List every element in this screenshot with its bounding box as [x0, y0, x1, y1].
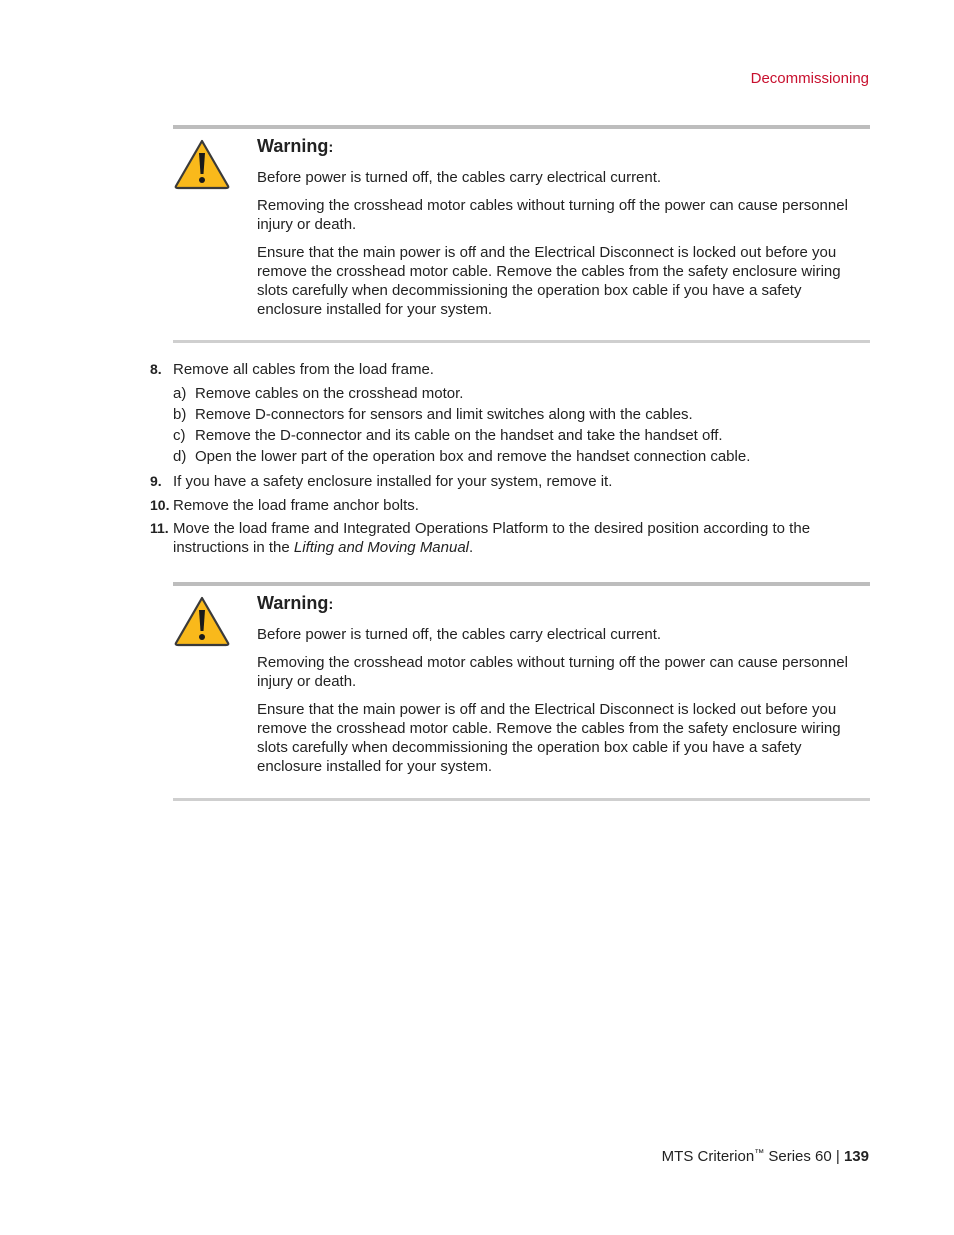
step-number: 11.	[150, 520, 169, 536]
warning-paragraph: Removing the crosshead motor cables without turning off the power can cause personnel injury or death.	[257, 654, 848, 690]
warning-paragraph: Before power is turned off, the cables carry electrical current.	[257, 626, 662, 643]
step-number: 8.	[150, 361, 162, 377]
step-text: If you have a safety enclosure installed for your system, remove it.	[173, 473, 613, 490]
warning-paragraph: Removing the crosshead motor cables without turning off the power can cause personnel injury or death.	[257, 197, 848, 233]
manual-title: Lifting and Moving Manual	[293, 539, 470, 556]
trademark-symbol: ™	[754, 1148, 765, 1159]
warning-triangle-icon	[173, 138, 231, 190]
procedure-steps	[150, 360, 870, 557]
footer-series: Series 60 |	[764, 1148, 844, 1165]
step-number: 9.	[150, 473, 162, 489]
step-item	[150, 496, 870, 515]
page-footer	[662, 1148, 869, 1165]
step-text: Move the load frame and Integrated Operations Platform to the desired position according to the instructions in the Lifting and Moving Manual.	[173, 520, 811, 556]
warning-paragraph: Ensure that the main power is off and the Electrical Disconnect is locked out before you remove the crosshead motor cable. Remove the cables from the safety enclosure wiring slots carefully when decommissioning the operation box cable if you have a safety enclosure installed for your system.	[257, 244, 841, 318]
running-header-section: Decommissioning	[750, 70, 869, 87]
footer-product: MTS Criterion	[661, 1148, 755, 1165]
warning-box	[173, 125, 870, 343]
warning-paragraph: Ensure that the main power is off and the Electrical Disconnect is locked out before you remove the crosshead motor cable. Remove the cables from the safety enclosure wiring slots carefully when decommissioning the operation box cable if you have a safety enclosure installed for your system.	[257, 701, 841, 775]
page-number: 139	[843, 1148, 869, 1165]
warning-box	[173, 582, 870, 801]
substep-item: a) Remove cables on the crosshead motor.	[173, 385, 464, 402]
warning-paragraph: Before power is turned off, the cables carry electrical current.	[257, 169, 662, 186]
substep-item: d) Open the lower part of the operation box and remove the handset connection cable.	[173, 448, 751, 465]
substep-item: c) Remove the D-connector and its cable on the handset and take the handset off.	[173, 427, 723, 444]
step-item	[150, 360, 870, 379]
substep-list	[150, 384, 870, 466]
step-item	[150, 472, 870, 491]
substep-item: b) Remove D-connectors for sensors and limit switches along with the cables.	[173, 406, 693, 423]
step-number: 10.	[150, 497, 170, 513]
step-item	[150, 519, 870, 557]
step-text: Remove the load frame anchor bolts.	[173, 497, 419, 514]
warning-title: Warning:	[257, 136, 334, 156]
warning-triangle-icon	[173, 595, 231, 647]
step-text: Remove all cables from the load frame.	[173, 361, 434, 378]
warning-title: Warning:	[257, 593, 334, 613]
